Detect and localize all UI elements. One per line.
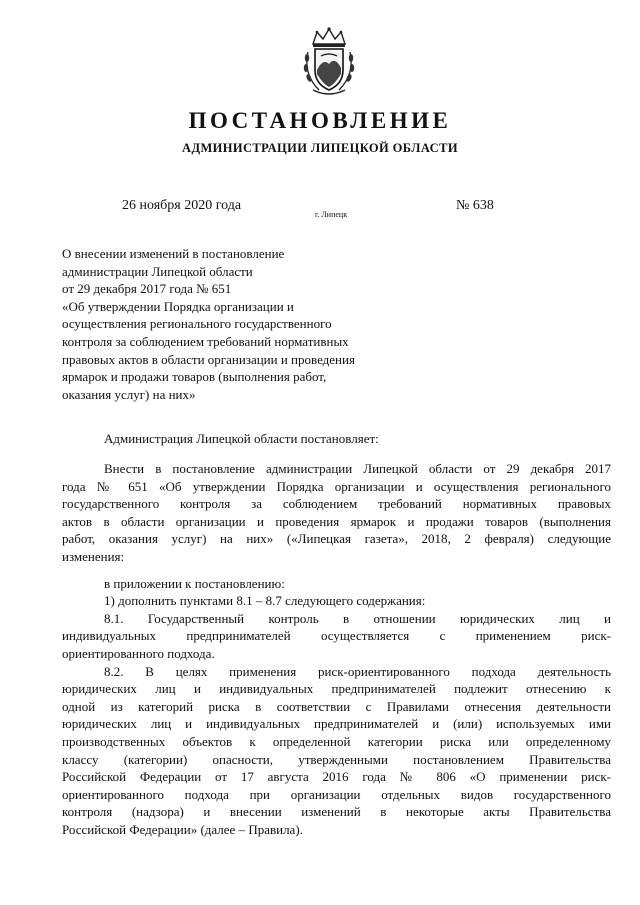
body-line: года № 651 «Об утверждении Порядка организации и осуществления регионального: [62, 478, 611, 494]
body-line: работ, оказания услуг) на них» («Липецкая газета», 2018, 2 февраля) следующие: [62, 531, 611, 547]
subject-line: О внесении изменений в постановление: [62, 246, 285, 261]
subject-line: ярмарок и продажи товаров (выполнения работ,: [62, 369, 327, 385]
subject-line: «Об утверждении Порядка организации и: [62, 298, 294, 314]
body-line: ориентированного подхода при организации отдельных видов государственного: [62, 786, 611, 802]
body-line: производственных объектов к определенной категории риска или определенному: [62, 733, 611, 749]
document-subject: [62, 245, 407, 403]
body-line: Российской Федерации от 17 августа 2016 года № 806 «О применении риск-: [62, 769, 611, 785]
body-line: в приложении к постановлению:: [104, 575, 285, 591]
body-line: одной из категорий риска в соответствии с Правилами отнесения деятельности: [62, 698, 611, 714]
body-line: индивидуальных предпринимателей осуществляется с применением риск-: [62, 628, 611, 644]
document-body: [62, 460, 611, 838]
document-number: № 638: [456, 198, 494, 213]
body-line: классу (категории) опасности, утвержденными постановлением Правительства: [62, 751, 611, 767]
subject-line: правовых актов в области организации и проведения: [62, 351, 355, 367]
subject-line: осуществления регионального государственного: [62, 316, 332, 332]
body-line: государственного контроля за соблюдением требований нормативных правовых: [62, 496, 611, 512]
subject-line: оказания услуг) на них»: [62, 386, 196, 402]
document-date: 26 ноября 2020 года: [122, 198, 242, 213]
body-line: 1) дополнить пунктами 8.1 – 8.7 следующего содержания:: [104, 593, 426, 609]
body-line: Российской Федерации» (далее – Правила).: [62, 821, 303, 837]
document-city: г. Липецк: [315, 210, 348, 219]
subject-line: администрации Липецкой области: [62, 263, 253, 279]
body-line: 8.2. В целях применения риск-ориентированного подхода деятельность: [104, 663, 611, 679]
body-line: Внести в постановление администрации Липецкой области от 29 декабря 2017: [104, 461, 611, 476]
body-line: ориентированного подхода.: [62, 645, 215, 661]
subject-line: от 29 декабря 2017 года № 651: [62, 281, 232, 297]
body-line: изменения:: [62, 548, 125, 564]
body-line: актов в области организации и проведения ярмарок и продажи товаров (выполнения: [62, 513, 611, 529]
body-line: контроля (надзора) и внесении изменений в некоторые акты Правительства: [62, 804, 611, 820]
document-title: ПОСТАНОВЛЕНИЕ: [188, 108, 452, 133]
preamble: Администрация Липецкой области постановляет:: [104, 431, 379, 446]
document-subtitle: АДМИНИСТРАЦИИ ЛИПЕЦКОЙ ОБЛАСТИ: [182, 141, 458, 155]
body-line: юридических лиц и индивидуальных предпринимателей и (или) используемых ими: [62, 716, 611, 732]
coat-of-arms-icon: [301, 26, 357, 96]
body-line: 8.1. Государственный контроль в отношении юридических лиц и: [104, 610, 611, 626]
body-line: юридических лиц и индивидуальных предпринимателей подлежит отнесению к: [62, 681, 611, 697]
subject-line: контроля за соблюдением требований нормативных: [62, 333, 349, 349]
